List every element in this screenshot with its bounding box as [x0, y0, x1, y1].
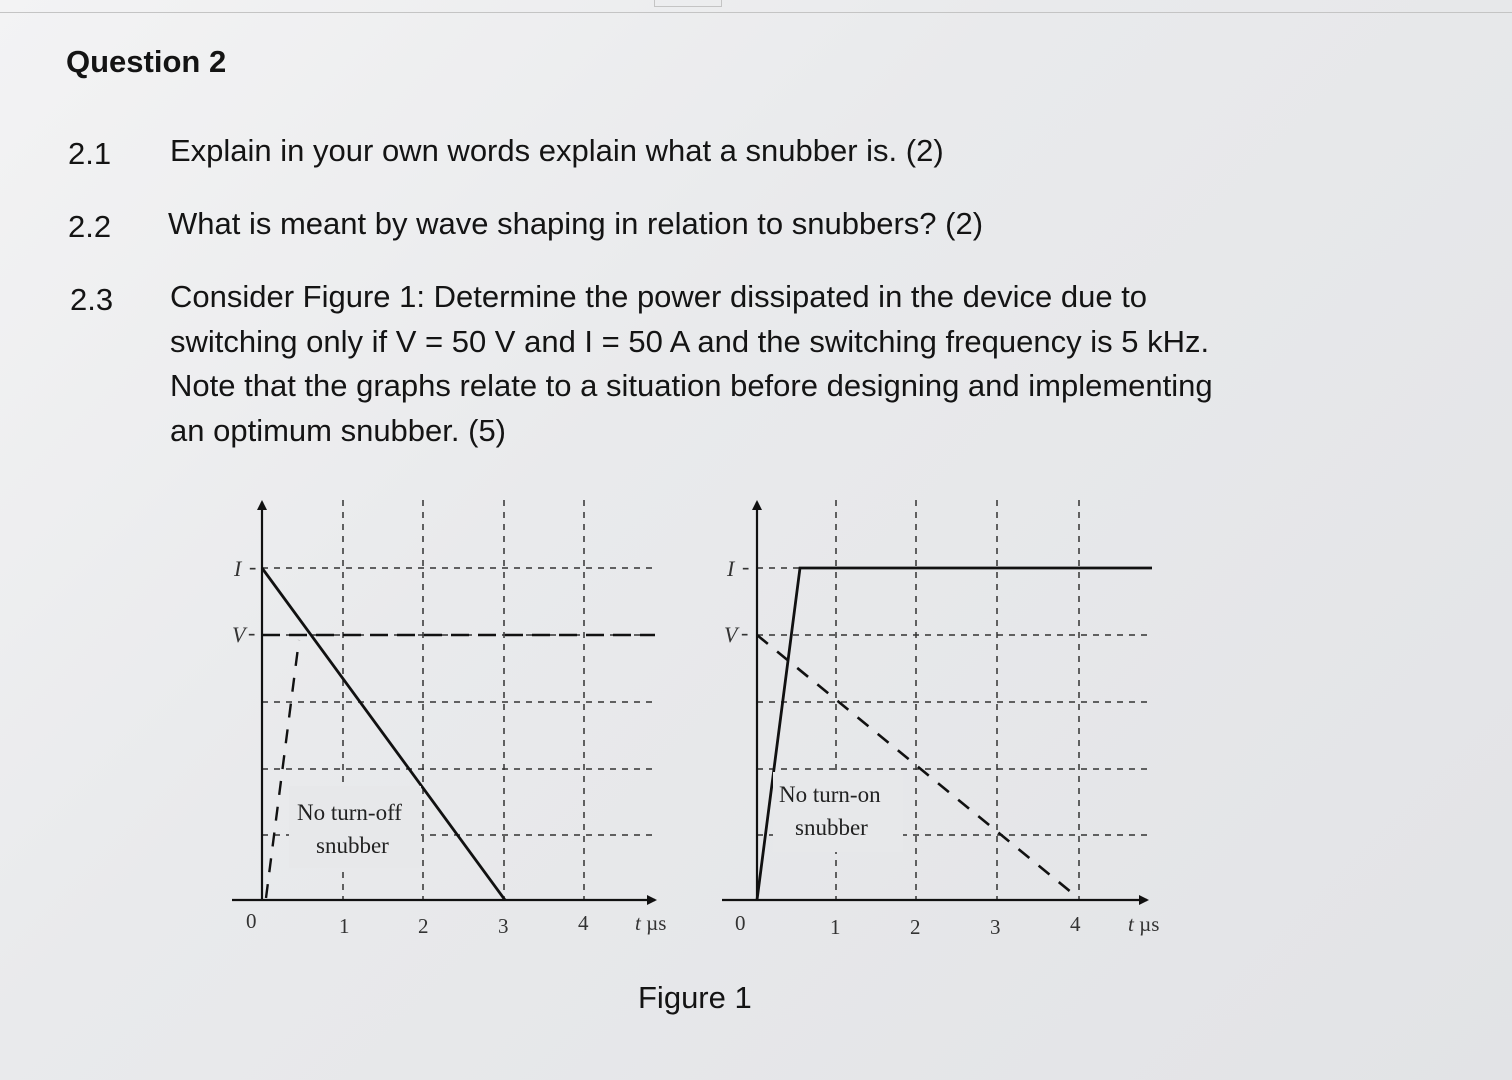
right-xtick-3: 3: [990, 915, 1001, 939]
left-xlabel: t µs: [635, 911, 667, 935]
question-title: Question 2: [66, 44, 227, 79]
item-2-3-line-3: Note that the graphs relate to a situation before designing and implementing: [170, 368, 1213, 403]
item-2-2-number: 2.2: [68, 209, 112, 244]
item-2-3-line-4: an optimum snubber. (5): [170, 412, 507, 448]
figure-caption: Figure 1: [638, 980, 752, 1015]
right-xtick-2: 2: [910, 915, 921, 939]
item-2-1-text: Explain in your own words explain what a snubber is. (2): [170, 133, 944, 168]
figure-1-graphs: [215, 490, 1195, 950]
right-axis-I-label: I: [727, 556, 735, 581]
top-border-line: [0, 12, 1512, 13]
left-snubber-label-line2: snubber: [316, 833, 389, 858]
item-2-3-line-2: switching only if V = 50 V and I = 50 A and the switching frequency is 5 kHz.: [170, 323, 1210, 359]
right-origin-label: 0: [735, 911, 746, 935]
left-snubber-label-line1: No turn-off: [297, 800, 402, 825]
left-axis-V-label: V: [232, 622, 246, 647]
right-xlabel: t µs: [1128, 912, 1160, 936]
left-axis-I-dash: -: [249, 554, 257, 579]
left-axis-V-dash: -: [248, 620, 256, 645]
left-xtick-3: 3: [498, 914, 509, 938]
item-2-3-number: 2.3: [70, 282, 114, 317]
left-axis-I-label: I: [234, 556, 242, 581]
left-xtick-2: 2: [418, 914, 429, 938]
top-tab-outline: [654, 0, 722, 7]
right-xtick-1: 1: [830, 915, 841, 939]
item-2-3-text: [170, 275, 1213, 453]
right-xtick-4: 4: [1070, 912, 1081, 936]
left-origin-label: 0: [246, 909, 257, 933]
right-axis-V-dash: -: [741, 620, 749, 645]
right-axis-V-label: V: [724, 622, 738, 647]
item-2-2-text: What is meant by wave shaping in relation to snubbers? (2): [168, 206, 984, 241]
left-xtick-1: 1: [339, 914, 350, 938]
item-2-3-line-1: Consider Figure 1: Determine the power dissipated in the device due to: [170, 279, 1148, 314]
right-snubber-label-line2: snubber: [795, 815, 868, 840]
item-2-1-number: 2.1: [68, 136, 112, 171]
right-snubber-label-line1: No turn-on: [779, 782, 881, 807]
left-graph: [232, 500, 666, 938]
left-xtick-4: 4: [578, 911, 589, 935]
right-axis-I-dash: -: [742, 554, 750, 579]
right-voltage-fall-dashed: [757, 635, 1077, 897]
right-graph: [722, 500, 1159, 939]
